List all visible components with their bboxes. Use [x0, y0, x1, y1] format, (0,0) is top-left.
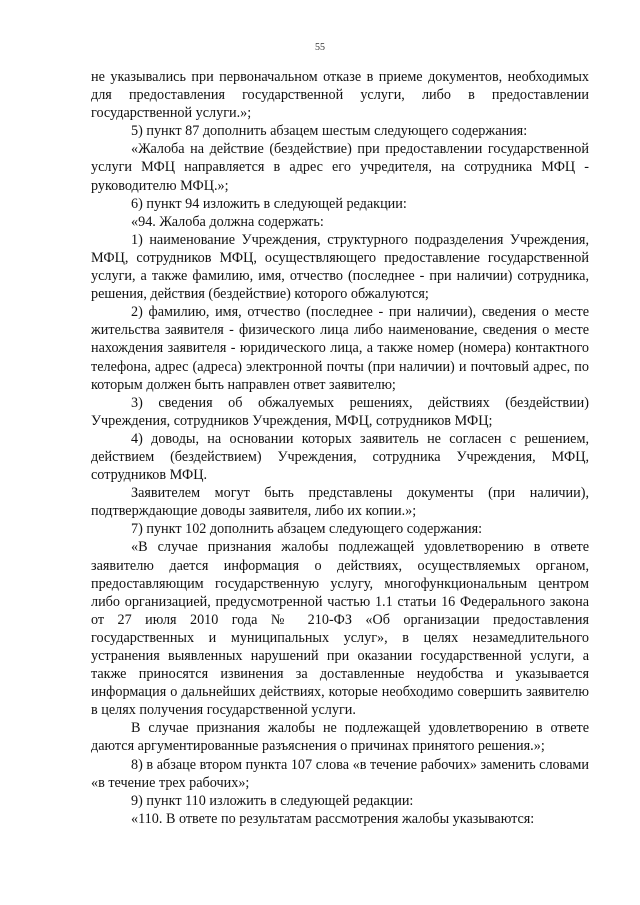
paragraph: 6) пункт 94 изложить в следующей редакции:: [131, 195, 407, 212]
paragraph: 1) наименование Учреждения, структурного подразделения Учреждения, МФЦ, сотрудников МФЦ, осуществляющего предоставление государственной услуги, а также фамилию, имя, отчество (последнее - при наличии) сотрудника, решения, действия (бездействие) которого обжалуются;: [91, 231, 589, 303]
paragraph: «110. В ответе по результатам рассмотрения жалобы указываются:: [131, 810, 535, 827]
paragraph: 3) сведения об обжалуемых решениях, действиях (бездействии) Учреждения, сотрудников Учреждения, МФЦ, сотрудников МФЦ;: [91, 394, 589, 429]
paragraph: 4) доводы, на основании которых заявитель не согласен с решением, действием (бездействием) Учреждения, сотрудника Учреждения, МФЦ, сотрудников МФЦ.: [91, 430, 589, 484]
paragraph: «94. Жалоба должна содержать:: [131, 213, 324, 230]
paragraph: 7) пункт 102 дополнить абзацем следующего содержания:: [131, 521, 483, 538]
paragraph: «В случае признания жалобы подлежащей удовлетворению в ответе заявителю дается информация о действиях, осуществляемых органом, предоставляющим государственную услугу, многофункциональным центром либо организацией, предусмотренной частью 1.1 статьи 16 Федерального закона от 27 июля 2010 года № 210-ФЗ «Об организации предоставления государственных и муниципальных услуг», в целях незамедлительного устранения выявленных нарушений при оказании государственной услуги, а также приносятся извинения за доставленные неудобства и указывается информация о дальнейших действиях, которые необходимо совершить заявителю в целях получения государственной услуги.: [91, 539, 589, 719]
paragraph: 5) пункт 87 дополнить абзацем шестым следующего содержания:: [131, 123, 528, 140]
paragraph: 8) в абзаце втором пункта 107 слова «в течение рабочих» заменить словами «в течение трех рабочих»;: [91, 756, 589, 791]
paragraph: В случае признания жалобы не подлежащей удовлетворению в ответе даются аргументированные разъяснения о причинах принятого решения.»;: [91, 720, 589, 755]
paragraph: 9) пункт 110 изложить в следующей редакции:: [131, 792, 414, 809]
paragraph: Заявителем могут быть представлены документы (при наличии), подтверждающие доводы заявителя, либо их копии.»;: [91, 485, 589, 520]
document-body: [91, 68, 589, 828]
page-number: 55: [315, 42, 325, 53]
paragraph: не указывались при первоначальном отказе в приеме документов, необходимых для предоставления государственной услуги, либо в предоставлении государственной услуги.»;: [91, 69, 589, 122]
paragraph: «Жалоба на действие (бездействие) при предоставлении государственной услуги МФЦ направляется в адрес его учредителя, на сотрудника МФЦ - руководителю МФЦ.»;: [91, 141, 589, 194]
paragraph: 2) фамилию, имя, отчество (последнее - при наличии), сведения о месте жительства заявителя - физического лица либо наименование, сведения о месте нахождения заявителя - юридического лица, а также номер (номера) контактного телефона, адрес (адреса) электронной почты (при наличии) и почтовый адрес, по которым должен быть направлен ответ заявителю;: [91, 304, 589, 393]
